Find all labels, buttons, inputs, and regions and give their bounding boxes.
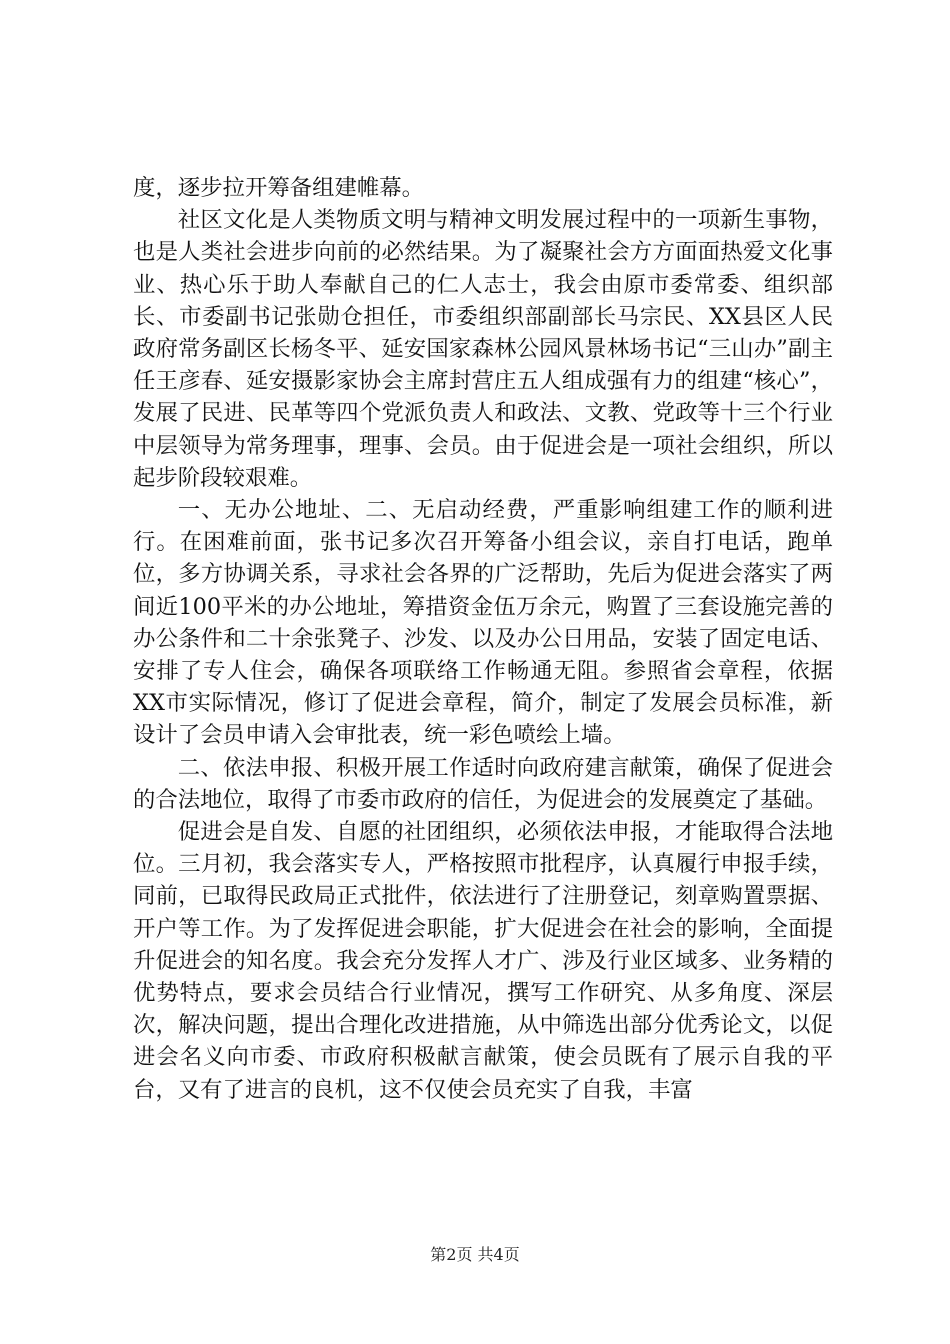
page-number: 第2页 共4页 [430, 1245, 520, 1264]
paragraph-1: 度，逐步拉开筹备组建帷幕。 [133, 175, 425, 201]
paragraph-3: 一、无办公地址、二、无启动经费，严重影响组建工作的顺利进行。在困难前面，张书记多次召开筹备小组会议，亲自打电话，跑单位，多方协调关系，寻求社会各界的广泛帮助，先后为促进会落实了两间近100平米的办公地址，筹措资金伍万余元，购置了三套设施完善的办公条件和二十余张凳子、沙发、以及办公日用品，安装了固定电话、安排了专人住会，确保各项联络工作畅通无阻。参照省会章程，依据XX市实际情况，修订了促进会章程，简介，制定了发展会员标准，新设计了会员申请入会审批表，统一彩色喷绘上墙。 [133, 497, 833, 749]
page-footer [0, 1245, 950, 1265]
paragraph-4: 二、依法申报、积极开展工作适时向政府建言献策，确保了促进会的合法地位，取得了市委市政府的信任，为促进会的发展奠定了基础。 [133, 754, 833, 813]
document-body [133, 172, 833, 1106]
paragraph-2: 社区文化是人类物质文明与精神文明发展过程中的一项新生事物，也是人类社会进步向前的必然结果。为了凝聚社会方方面面热爱文化事业、热心乐于助人奉献自己的仁人志士，我会由原市委常委、组织部长、市委副书记张勋仓担任，市委组织部副部长马宗民、XX县区人民政府常务副区长杨冬平、延安国家森林公园风景林场书记“三山办”副主任王彦春、延安摄影家协会主席封营庄五人组成强有力的组建“核心”，发展了民进、民革等四个党派负责人和政法、文教、党政等十三个行业中层领导为常务理事，理事、会员。由于促进会是一项社会组织，所以起步阶段较艰难。 [133, 207, 833, 491]
paragraph-5: 促进会是自发、自愿的社团组织，必须依法申报，才能取得合法地位。三月初，我会落实专人，严格按照市批程序，认真履行申报手续，同前，已取得民政局正式批件，依法进行了注册登记，刻章购置票据、开户等工作。为了发挥促进会职能，扩大促进会在社会的影响，全面提升促进会的知名度。我会充分发挥人才广、涉及行业区域多、业务精的优势特点，要求会员结合行业情况，撰写工作研究、从多角度、深层次，解决问题，提出合理化改进措施，从中筛选出部分优秀论文，以促进会名义向市委、市政府积极献言献策，使会员既有了展示自我的平台，又有了进言的良机，这不仅使会员充实了自我，丰富 [133, 819, 833, 1103]
